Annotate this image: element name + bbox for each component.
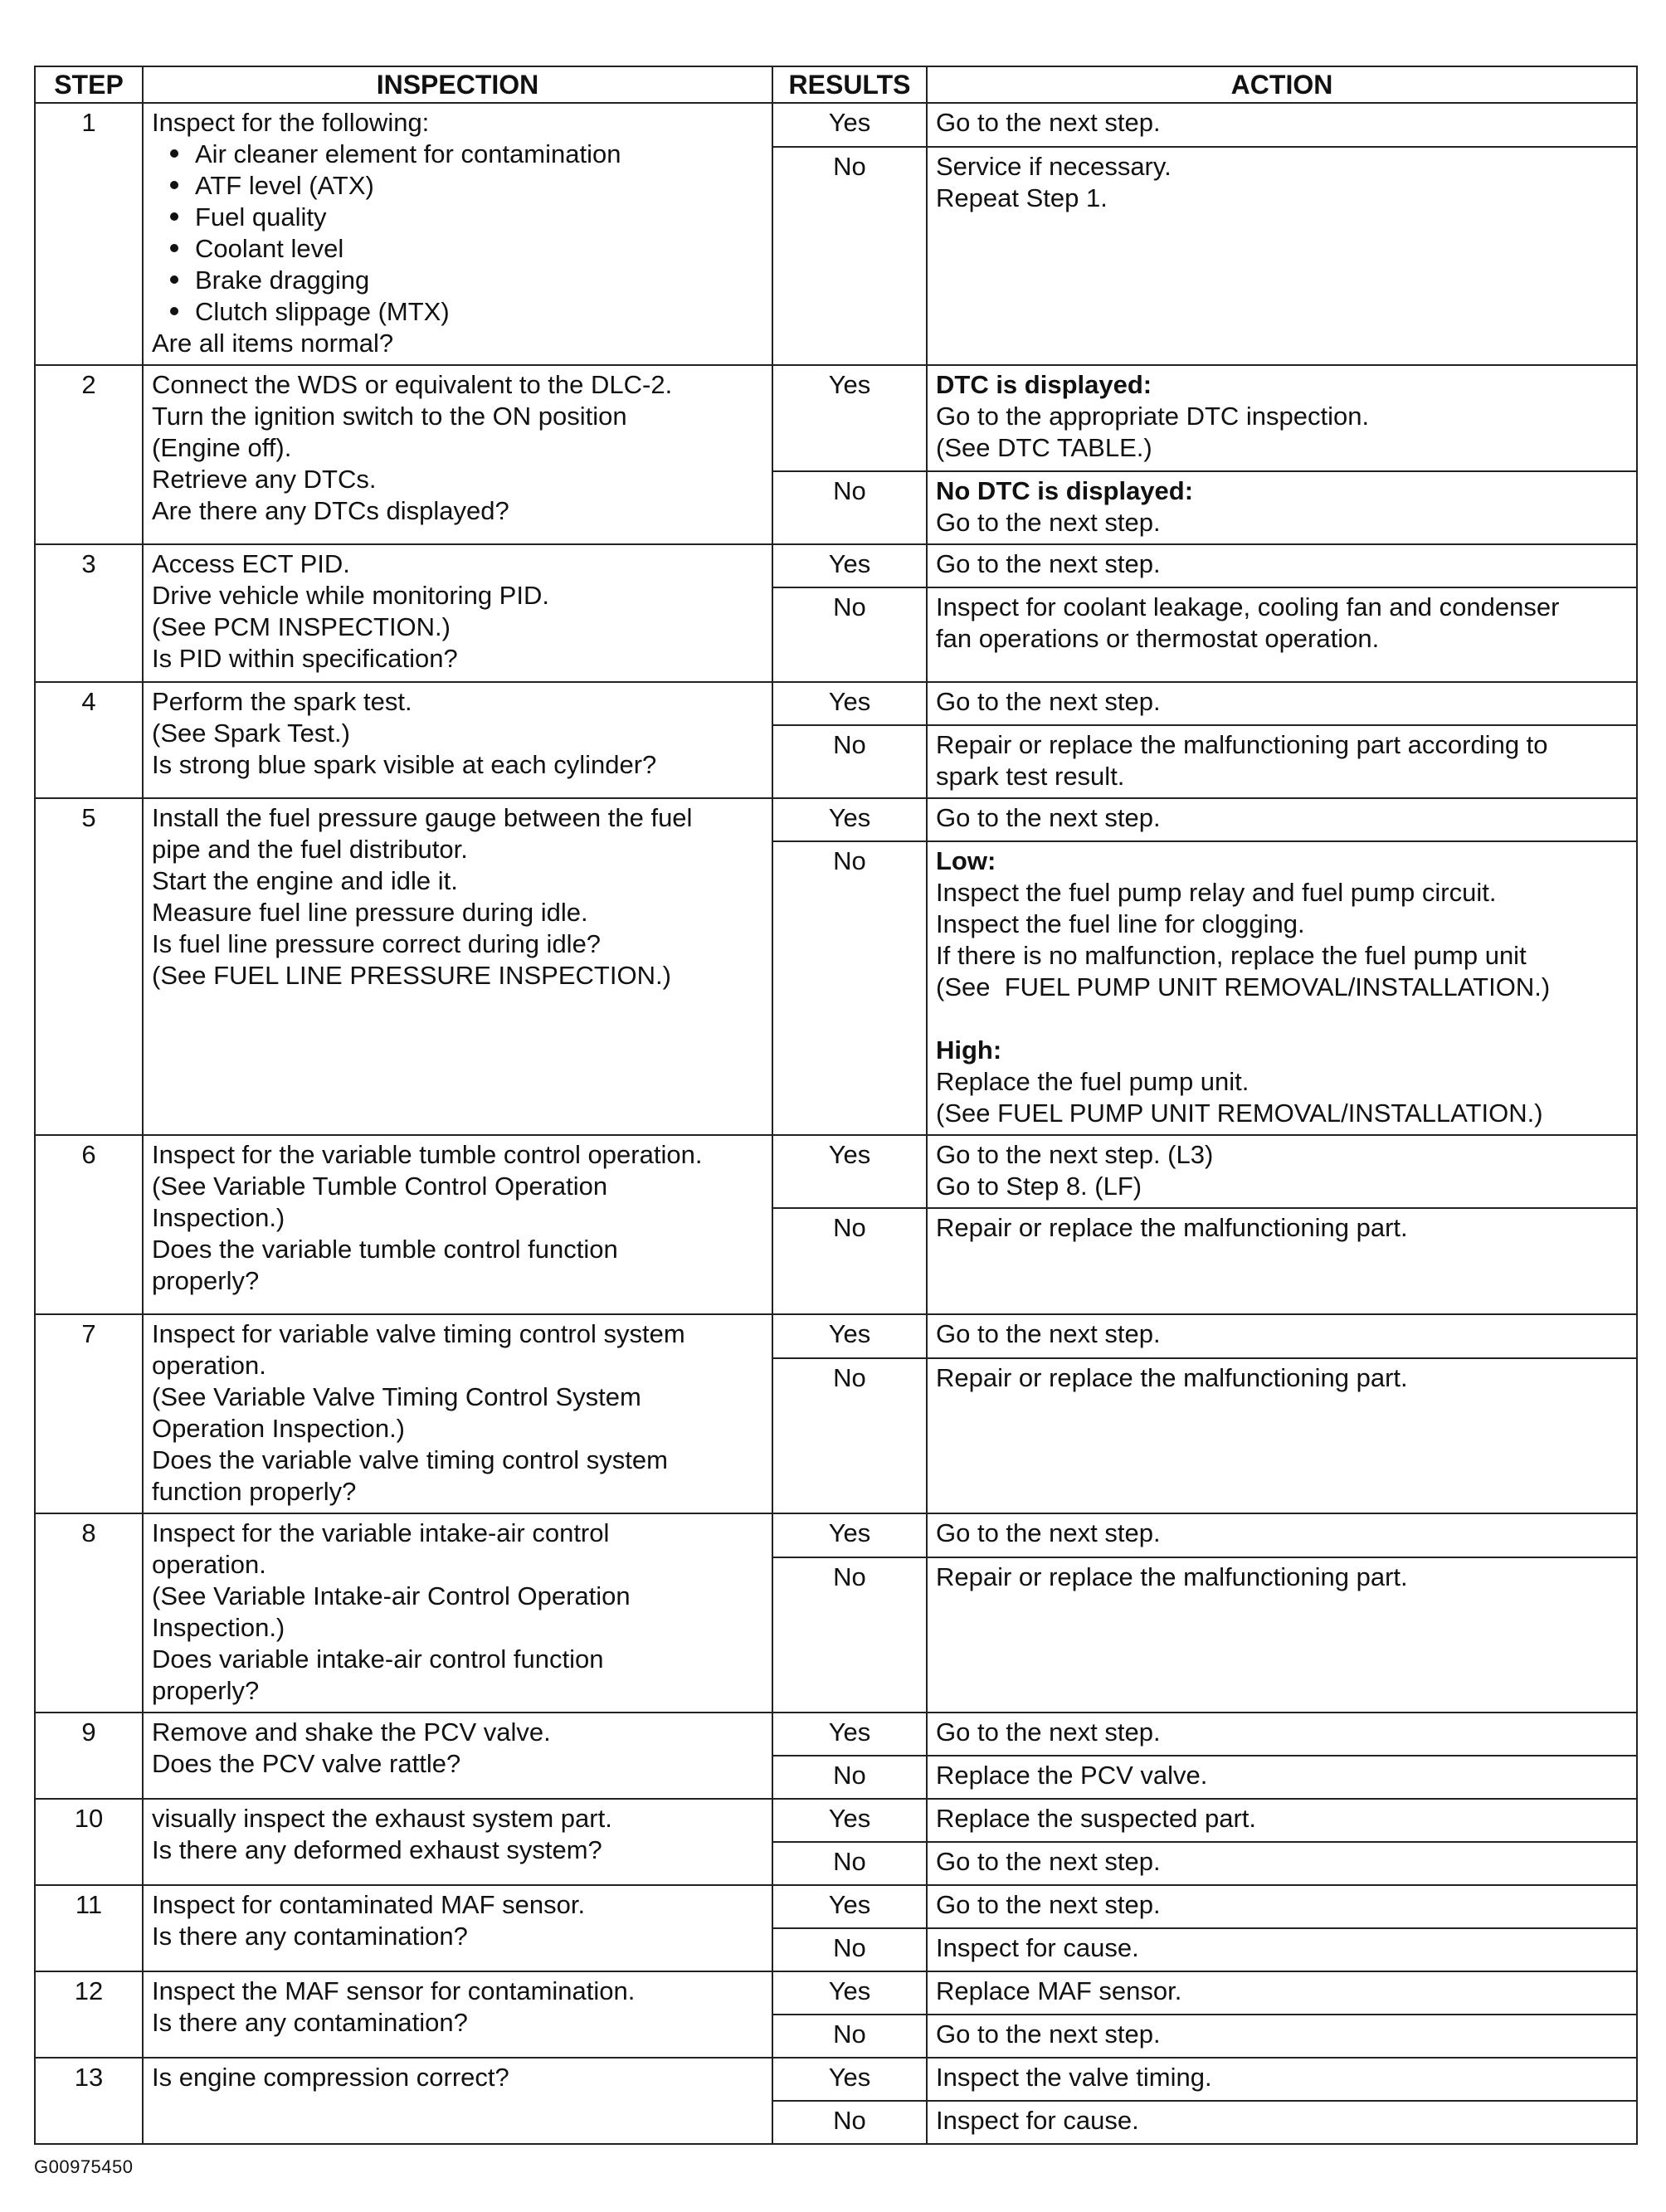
step-number: 12 bbox=[35, 1971, 143, 2058]
result-cell: Yes bbox=[772, 1513, 927, 1557]
table-body bbox=[35, 103, 1637, 2144]
step-number: 9 bbox=[35, 1713, 143, 1799]
text-line: properly? bbox=[152, 1676, 260, 1705]
text-line: Repeat Step 1. bbox=[936, 183, 1108, 212]
text-line: Perform the spark test. bbox=[152, 687, 412, 716]
text-line: Go to the next step. (L3) bbox=[936, 1140, 1214, 1169]
result-cell: Yes bbox=[772, 1799, 927, 1842]
step-number: 3 bbox=[35, 544, 143, 682]
text-line: Access ECT PID. bbox=[152, 549, 350, 578]
inspection-cell bbox=[143, 2058, 772, 2144]
text-line: Replace MAF sensor. bbox=[936, 1976, 1182, 2005]
result-cell: Yes bbox=[772, 798, 927, 841]
result-cell: No bbox=[772, 841, 927, 1135]
result-cell: No bbox=[772, 1557, 927, 1713]
inspection-cell bbox=[143, 365, 772, 544]
bullet-text: Brake dragging bbox=[195, 266, 370, 295]
text-line: Go to the next step. bbox=[936, 687, 1161, 716]
text-line: Go to the next step. bbox=[936, 549, 1161, 578]
text-line: Go to the next step. bbox=[936, 803, 1161, 832]
text-line: Go to the next step. bbox=[936, 2020, 1161, 2049]
step-number: 10 bbox=[35, 1799, 143, 1885]
text-line: Go to the next step. bbox=[936, 1890, 1161, 1919]
text-line: Replace the fuel pump unit. bbox=[936, 1067, 1250, 1096]
step-number: 13 bbox=[35, 2058, 143, 2144]
text-line: Inspect for the variable intake-air control bbox=[152, 1518, 610, 1547]
table-row bbox=[35, 544, 1637, 587]
inspection-bullet-list bbox=[152, 139, 763, 328]
text-line: Inspect the MAF sensor for contamination. bbox=[152, 1976, 636, 2005]
result-cell: Yes bbox=[772, 1135, 927, 1208]
text-line: Does the variable valve timing control system bbox=[152, 1445, 668, 1474]
text-line: Inspect for cause. bbox=[936, 2106, 1139, 2135]
result-cell: No bbox=[772, 2015, 927, 2058]
step-number: 6 bbox=[35, 1135, 143, 1314]
result-cell: No bbox=[772, 147, 927, 365]
text-line: Retrieve any DTCs. bbox=[152, 465, 377, 494]
step-number: 4 bbox=[35, 682, 143, 798]
text-line: Inspection.) bbox=[152, 1613, 285, 1642]
text-line: Repair or replace the malfunctioning part according to bbox=[936, 730, 1548, 759]
figure-code: G00975450 bbox=[34, 2156, 134, 2177]
inspection-cell bbox=[143, 1971, 772, 2058]
text-line: Inspect the valve timing. bbox=[936, 2063, 1212, 2092]
text-line: Is fuel line pressure correct during idle? bbox=[152, 929, 602, 958]
text-line: Is PID within specification? bbox=[152, 644, 458, 673]
action-cell bbox=[927, 1885, 1637, 1928]
text-line: Go to the appropriate DTC inspection. bbox=[936, 402, 1370, 431]
list-item bbox=[152, 233, 763, 265]
text-line: Does the variable tumble control function bbox=[152, 1235, 618, 1264]
result-cell: No bbox=[772, 2101, 927, 2144]
result-cell: Yes bbox=[772, 1314, 927, 1358]
text-line: function properly? bbox=[152, 1477, 357, 1506]
result-cell: Yes bbox=[772, 103, 927, 147]
header-step: STEP bbox=[35, 66, 143, 103]
text-line: (See FUEL PUMP UNIT REMOVAL/INSTALLATION.) bbox=[936, 972, 1551, 1001]
inspection-cell bbox=[143, 1885, 772, 1971]
text-line: Is strong blue spark visible at each cylinder? bbox=[152, 750, 657, 779]
text-line: Inspect for cause. bbox=[936, 1933, 1139, 1962]
bullet-icon bbox=[170, 149, 178, 158]
list-item bbox=[152, 265, 763, 296]
text-line: visually inspect the exhaust system part. bbox=[152, 1804, 612, 1833]
bullet-icon bbox=[170, 275, 178, 284]
list-item bbox=[152, 296, 763, 328]
text-line: Go to the next step. bbox=[936, 508, 1161, 537]
text-line: fan operations or thermostat operation. bbox=[936, 624, 1380, 653]
text-line: (See FUEL LINE PRESSURE INSPECTION.) bbox=[152, 961, 671, 990]
text-line: Go to the next step. bbox=[936, 1319, 1161, 1348]
action-cell bbox=[927, 365, 1637, 471]
text-line: properly? bbox=[152, 1266, 260, 1295]
step-number: 5 bbox=[35, 798, 143, 1135]
table-row bbox=[35, 682, 1637, 725]
text-line: Inspect the fuel line for clogging. bbox=[936, 909, 1305, 938]
text-line: Remove and shake the PCV valve. bbox=[152, 1717, 551, 1747]
text-line: Drive vehicle while monitoring PID. bbox=[152, 581, 549, 610]
bullet-text: ATF level (ATX) bbox=[195, 171, 374, 200]
text-line: (See Variable Tumble Control Operation bbox=[152, 1172, 608, 1201]
step-number: 1 bbox=[35, 103, 143, 365]
inspection-cell bbox=[143, 1513, 772, 1713]
result-cell: Yes bbox=[772, 2058, 927, 2101]
action-cell bbox=[927, 1358, 1637, 1513]
text-line: Operation Inspection.) bbox=[152, 1414, 406, 1443]
result-cell: No bbox=[772, 1842, 927, 1885]
result-cell: Yes bbox=[772, 1885, 927, 1928]
action-cell bbox=[927, 1513, 1637, 1557]
table-row bbox=[35, 798, 1637, 841]
text-line: (See PCM INSPECTION.) bbox=[152, 612, 451, 641]
table-row bbox=[35, 365, 1637, 471]
step-number: 7 bbox=[35, 1314, 143, 1513]
header-row bbox=[35, 66, 1637, 103]
spacer bbox=[936, 1003, 1628, 1035]
text-line: Repair or replace the malfunctioning part. bbox=[936, 1362, 1408, 1392]
action-cell bbox=[927, 1799, 1637, 1842]
text-line: (See Spark Test.) bbox=[152, 719, 350, 748]
action-cell bbox=[927, 2058, 1637, 2101]
text-line: Measure fuel line pressure during idle. bbox=[152, 898, 588, 927]
text-line: Are all items normal? bbox=[152, 329, 394, 358]
text-line: (See Variable Intake-air Control Operation bbox=[152, 1581, 631, 1610]
text-line: Inspect for variable valve timing control system bbox=[152, 1319, 685, 1348]
action-cell bbox=[927, 841, 1637, 1135]
step-number: 2 bbox=[35, 365, 143, 544]
inspection-cell bbox=[143, 103, 772, 365]
bullet-text: Coolant level bbox=[195, 234, 344, 263]
action-cell bbox=[927, 1135, 1637, 1208]
text-line: (Engine off). bbox=[152, 433, 292, 462]
action-heading: Low: bbox=[936, 846, 996, 875]
text-line: Go to Step 8. (LF) bbox=[936, 1172, 1142, 1201]
result-cell: No bbox=[772, 587, 927, 682]
step-number: 8 bbox=[35, 1513, 143, 1713]
inspection-cell bbox=[143, 544, 772, 682]
action-cell bbox=[927, 471, 1637, 544]
text-line: Go to the next step. bbox=[936, 1518, 1161, 1547]
result-cell: Yes bbox=[772, 682, 927, 725]
text-line: Install the fuel pressure gauge between the fuel bbox=[152, 803, 693, 832]
result-cell: No bbox=[772, 725, 927, 798]
inspection-cell bbox=[143, 682, 772, 798]
text-line: Is there any contamination? bbox=[152, 2008, 468, 2037]
list-item bbox=[152, 170, 763, 202]
action-cell bbox=[927, 798, 1637, 841]
text-line: Go to the next step. bbox=[936, 1847, 1161, 1876]
result-cell: Yes bbox=[772, 1971, 927, 2015]
table-row bbox=[35, 1314, 1637, 1358]
list-item bbox=[152, 202, 763, 233]
text-line: Replace the PCV valve. bbox=[936, 1761, 1208, 1790]
text-line: Are there any DTCs displayed? bbox=[152, 496, 509, 525]
action-heading: No DTC is displayed: bbox=[936, 476, 1194, 505]
bullet-icon bbox=[170, 307, 178, 315]
inspection-cell bbox=[143, 1799, 772, 1885]
header-results: RESULTS bbox=[772, 66, 927, 103]
header-action: ACTION bbox=[927, 66, 1637, 103]
diagnostic-table bbox=[34, 66, 1638, 2145]
action-cell bbox=[927, 682, 1637, 725]
text-line: Inspection.) bbox=[152, 1203, 285, 1232]
text-line: Inspect for coolant leakage, cooling fan and condenser bbox=[936, 592, 1560, 621]
inspection-cell bbox=[143, 1135, 772, 1314]
action-cell bbox=[927, 544, 1637, 587]
action-heading: DTC is displayed: bbox=[936, 370, 1152, 399]
text-line: Inspect for the variable tumble control operation. bbox=[152, 1140, 703, 1169]
action-cell bbox=[927, 2101, 1637, 2144]
text-line: Is there any contamination? bbox=[152, 1922, 468, 1951]
inspection-cell bbox=[143, 1314, 772, 1513]
table-row bbox=[35, 103, 1637, 147]
result-cell: Yes bbox=[772, 544, 927, 587]
result-cell: Yes bbox=[772, 365, 927, 471]
text-line: Service if necessary. bbox=[936, 152, 1172, 181]
text-line: pipe and the fuel distributor. bbox=[152, 835, 468, 864]
bullet-text: Air cleaner element for contamination bbox=[195, 139, 621, 168]
inspection-cell bbox=[143, 1713, 772, 1799]
table-row bbox=[35, 1135, 1637, 1208]
text-line: Inspect for the following: bbox=[152, 108, 430, 137]
action-cell bbox=[927, 1208, 1637, 1314]
header-inspection: INSPECTION bbox=[143, 66, 772, 103]
action-cell bbox=[927, 1713, 1637, 1756]
text-line: Repair or replace the malfunctioning part. bbox=[936, 1562, 1408, 1591]
bullet-icon bbox=[170, 181, 178, 189]
table-row bbox=[35, 1713, 1637, 1756]
action-cell bbox=[927, 1842, 1637, 1885]
text-line: Inspect for contaminated MAF sensor. bbox=[152, 1890, 586, 1919]
text-line: (See Variable Valve Timing Control System bbox=[152, 1382, 641, 1411]
table-row bbox=[35, 2058, 1637, 2101]
result-cell: No bbox=[772, 1756, 927, 1799]
inspection-cell bbox=[143, 798, 772, 1135]
result-cell: No bbox=[772, 471, 927, 544]
table-row bbox=[35, 1885, 1637, 1928]
action-cell bbox=[927, 1971, 1637, 2015]
table-row bbox=[35, 1971, 1637, 2015]
text-line: Turn the ignition switch to the ON position bbox=[152, 402, 627, 431]
step-number: 11 bbox=[35, 1885, 143, 1971]
table-row bbox=[35, 1799, 1637, 1842]
text-line: Replace the suspected part. bbox=[936, 1804, 1257, 1833]
text-line: Does the PCV valve rattle? bbox=[152, 1749, 461, 1778]
text-line: Does variable intake-air control function bbox=[152, 1644, 604, 1674]
bullet-text: Fuel quality bbox=[195, 202, 327, 231]
action-cell bbox=[927, 147, 1637, 365]
text-line: Is engine compression correct? bbox=[152, 2063, 509, 2092]
action-heading: High: bbox=[936, 1035, 1002, 1065]
text-line: (See FUEL PUMP UNIT REMOVAL/INSTALLATION.) bbox=[936, 1099, 1543, 1128]
text-line: Go to the next step. bbox=[936, 1717, 1161, 1747]
text-line: Repair or replace the malfunctioning part. bbox=[936, 1213, 1408, 1242]
action-cell bbox=[927, 1756, 1637, 1799]
action-cell bbox=[927, 725, 1637, 798]
text-line: If there is no malfunction, replace the fuel pump unit bbox=[936, 941, 1527, 970]
text-line: spark test result. bbox=[936, 762, 1125, 791]
action-cell bbox=[927, 1928, 1637, 1971]
text-line: Go to the next step. bbox=[936, 108, 1161, 137]
action-cell bbox=[927, 2015, 1637, 2058]
action-cell bbox=[927, 1314, 1637, 1358]
action-cell bbox=[927, 587, 1637, 682]
result-cell: No bbox=[772, 1358, 927, 1513]
bullet-text: Clutch slippage (MTX) bbox=[195, 297, 450, 326]
text-line: operation. bbox=[152, 1351, 266, 1380]
result-cell: No bbox=[772, 1208, 927, 1314]
bullet-icon bbox=[170, 212, 178, 221]
text-line: Inspect the fuel pump relay and fuel pump circuit. bbox=[936, 878, 1497, 907]
result-cell: Yes bbox=[772, 1713, 927, 1756]
result-cell: No bbox=[772, 1928, 927, 1971]
text-line: Is there any deformed exhaust system? bbox=[152, 1835, 602, 1864]
bullet-icon bbox=[170, 244, 178, 252]
text-line: Connect the WDS or equivalent to the DLC-2. bbox=[152, 370, 673, 399]
text-line: (See DTC TABLE.) bbox=[936, 433, 1152, 462]
text-line: Start the engine and idle it. bbox=[152, 866, 458, 895]
text-line: operation. bbox=[152, 1550, 266, 1579]
action-cell bbox=[927, 103, 1637, 147]
table-row bbox=[35, 1513, 1637, 1557]
list-item bbox=[152, 139, 763, 170]
action-cell bbox=[927, 1557, 1637, 1713]
